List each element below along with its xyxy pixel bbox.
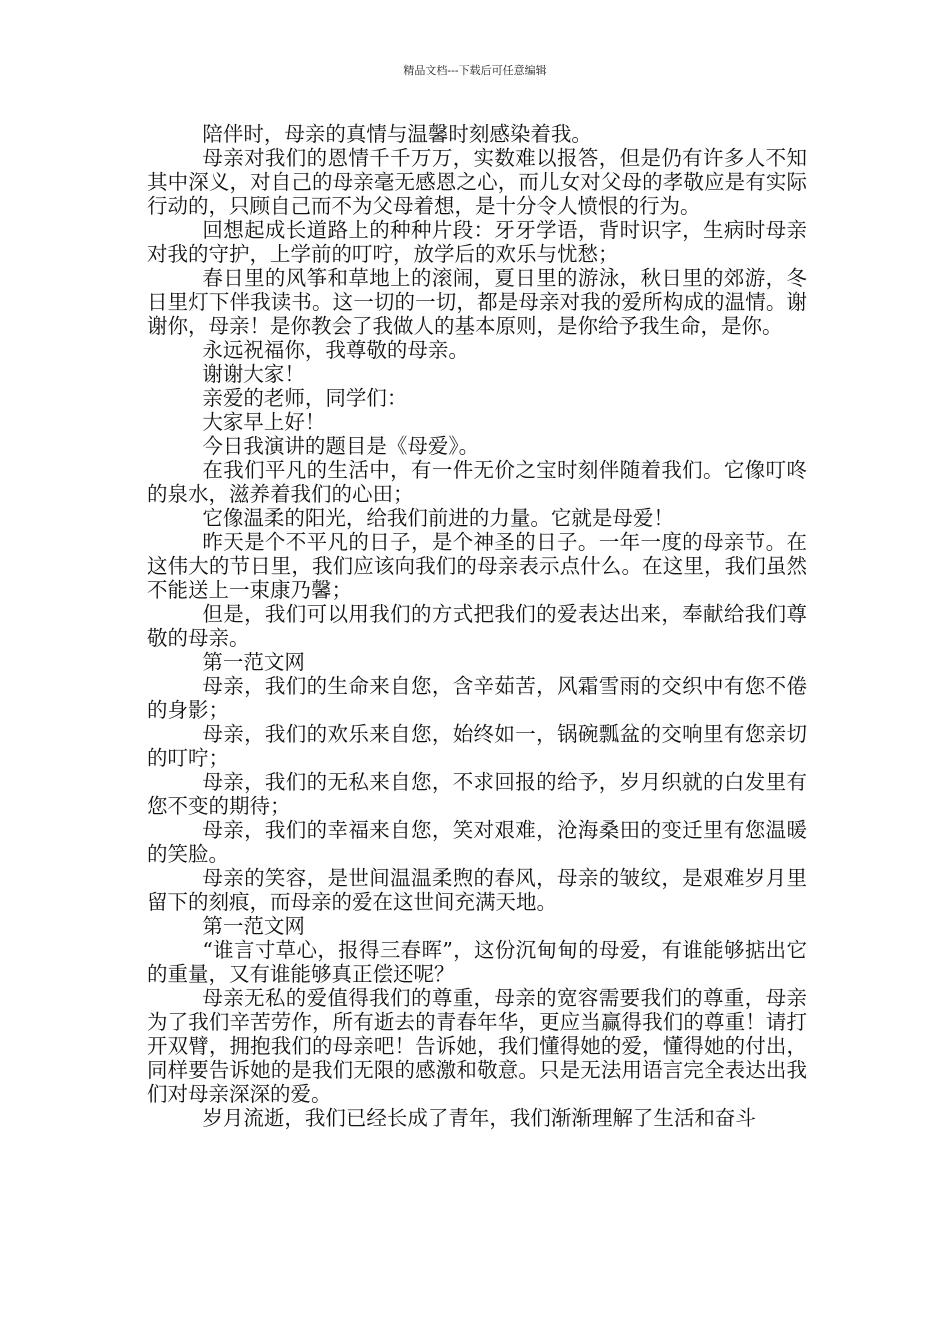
paragraph: 春日里的风筝和草地上的滚闹，夏日里的游泳，秋日里的郊游，冬日里灯下伴我读书。这一切的一切，都是母亲对我的爱所构成的温情。谢谢你，母亲！是你教会了我做人的基本原则，是你给予我生命，是你。 xyxy=(147,266,807,338)
paragraph: 在我们平凡的生活中，有一件无价之宝时刻伴随着我们。它像叮咚的泉水，滋养着我们的心田； xyxy=(147,458,807,506)
paragraph: 母亲，我们的欢乐来自您，始终如一，锅碗瓢盆的交响里有您亲切的叮咛； xyxy=(147,722,807,770)
paragraph: 亲爱的老师，同学们： xyxy=(202,386,408,410)
paragraph: 第一范文网 xyxy=(202,914,305,938)
paragraph: 永远祝福你，我尊敬的母亲。 xyxy=(202,338,469,362)
paragraph: 母亲的笑容，是世间温温柔煦的春风，母亲的皱纹，是艰难岁月里留下的刻痕，而母亲的爱在这世间充满天地。 xyxy=(147,866,807,914)
paragraph: 陪伴时，母亲的真情与温馨时刻感染着我。 xyxy=(202,122,592,146)
document-body xyxy=(147,122,807,1130)
paragraph: 母亲对我们的恩情千千万万，实数难以报答，但是仍有许多人不知其中深义，对自己的母亲毫无感恩之心，而儿女对父母的孝敬应是有实际行动的，只顾自己而不为父母着想，是十分令人愤恨的行为。 xyxy=(147,146,807,218)
paragraph: 回想起成长道路上的种种片段：牙牙学语，背时识字，生病时母亲对我的守护，上学前的叮咛，放学后的欢乐与忧愁； xyxy=(147,218,807,266)
paragraph: 它像温柔的阳光，给我们前进的力量。它就是母爱！ xyxy=(202,506,674,530)
paragraph: 但是，我们可以用我们的方式把我们的爱表达出来，奉献给我们尊敬的母亲。 xyxy=(147,602,807,650)
paragraph: “谁言寸草心，报得三春晖”，这份沉甸甸的母爱，有谁能够掂出它的重量，又有谁能够真正偿还呢？ xyxy=(147,938,807,986)
paragraph: 母亲，我们的生命来自您，含辛茹苦，风霜雪雨的交织中有您不倦的身影； xyxy=(147,674,807,722)
paragraph: 母亲，我们的幸福来自您，笑对艰难，沧海桑田的变迁里有您温暖的笑脸。 xyxy=(147,818,807,866)
paragraph: 第一范文网 xyxy=(202,650,305,674)
paragraph: 谢谢大家！ xyxy=(202,362,305,386)
paragraph: 昨天是个不平凡的日子，是个神圣的日子。一年一度的母亲节。在这伟大的节日里，我们应该向我们的母亲表示点什么。在这里，我们虽然不能送上一束康乃馨； xyxy=(147,530,807,602)
paragraph: 母亲无私的爱值得我们的尊重，母亲的宽容需要我们的尊重，母亲为了我们辛苦劳作，所有逝去的青春年华，更应当赢得我们的尊重！请打开双臂，拥抱我们的母亲吧！告诉她，我们懂得她的爱，懂得她的付出，同样要告诉她的是我们无限的感激和敬意。只是无法用语言完全表达出我们对母亲深深的爱。 xyxy=(147,986,807,1106)
page-header: 精品文档---下载后可任意编辑 xyxy=(403,64,547,77)
paragraph: 母亲，我们的无私来自您，不求回报的给予，岁月织就的白发里有您不变的期待； xyxy=(147,770,807,818)
paragraph: 今日我演讲的题目是《母爱》。 xyxy=(202,434,480,458)
paragraph: 岁月流逝，我们已经长成了青年，我们渐渐理解了生活和奋斗 xyxy=(202,1106,756,1130)
paragraph: 大家早上好！ xyxy=(202,410,326,434)
